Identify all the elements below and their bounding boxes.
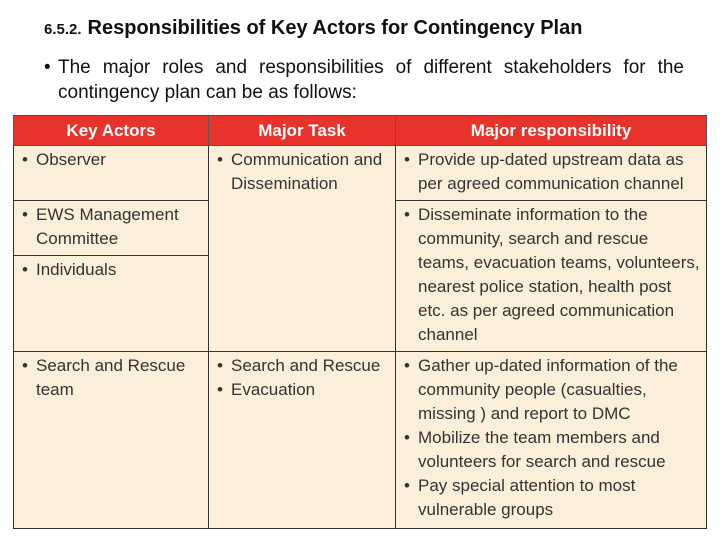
responsibilities-table — [13, 115, 707, 529]
task-item: • Search and Rescue — [215, 354, 391, 378]
bullet-icon: • — [44, 57, 51, 78]
responsibility-cell — [396, 201, 707, 352]
table-header-row — [14, 116, 707, 146]
responsibility-item: • Pay special attention to most vulnerable groups — [402, 474, 702, 522]
section-number: 6.5.2. — [44, 21, 82, 38]
header-major-task: Major Task — [209, 116, 396, 146]
task-item: • Evacuation — [215, 378, 391, 402]
header-major-responsibility: Major responsibility — [396, 116, 707, 146]
header-key-actors: Key Actors — [14, 116, 209, 146]
table-row — [14, 146, 707, 201]
actor-item: • Search and Rescue team — [20, 354, 204, 402]
actor-cell — [14, 352, 209, 529]
intro-paragraph — [44, 55, 684, 105]
responsibility-item: • Provide up-dated upstream data as per agreed communication channel — [402, 148, 702, 196]
responsibility-cell — [396, 146, 707, 201]
actor-cell — [14, 256, 209, 352]
section-heading — [44, 17, 582, 40]
task-item: • Communication and Dissemination — [215, 148, 391, 196]
responsibility-item: • Disseminate information to the community, search and rescue teams, evacuation teams, volunteers, nearest police station, health post etc. as per agreed communication channel — [402, 203, 702, 347]
actor-item: • Observer — [20, 148, 204, 172]
actor-cell — [14, 146, 209, 201]
responsibility-item: • Gather up-dated information of the community people (casualties, missing ) and report to DMC — [402, 354, 702, 426]
section-title: Responsibilities of Key Actors for Contingency Plan — [87, 17, 583, 39]
responsibility-cell — [396, 352, 707, 529]
actor-cell — [14, 201, 209, 256]
actor-item: • EWS Management Committee — [20, 203, 204, 251]
table-row — [14, 352, 707, 529]
actor-item: • Individuals — [20, 258, 204, 282]
task-cell — [209, 352, 396, 529]
responsibility-item: • Mobilize the team members and volunteers for search and rescue — [402, 426, 702, 474]
intro-text: The major roles and responsibilities of different stakeholders for the contingency plan can be as follows: — [58, 57, 684, 103]
task-cell — [209, 146, 396, 352]
